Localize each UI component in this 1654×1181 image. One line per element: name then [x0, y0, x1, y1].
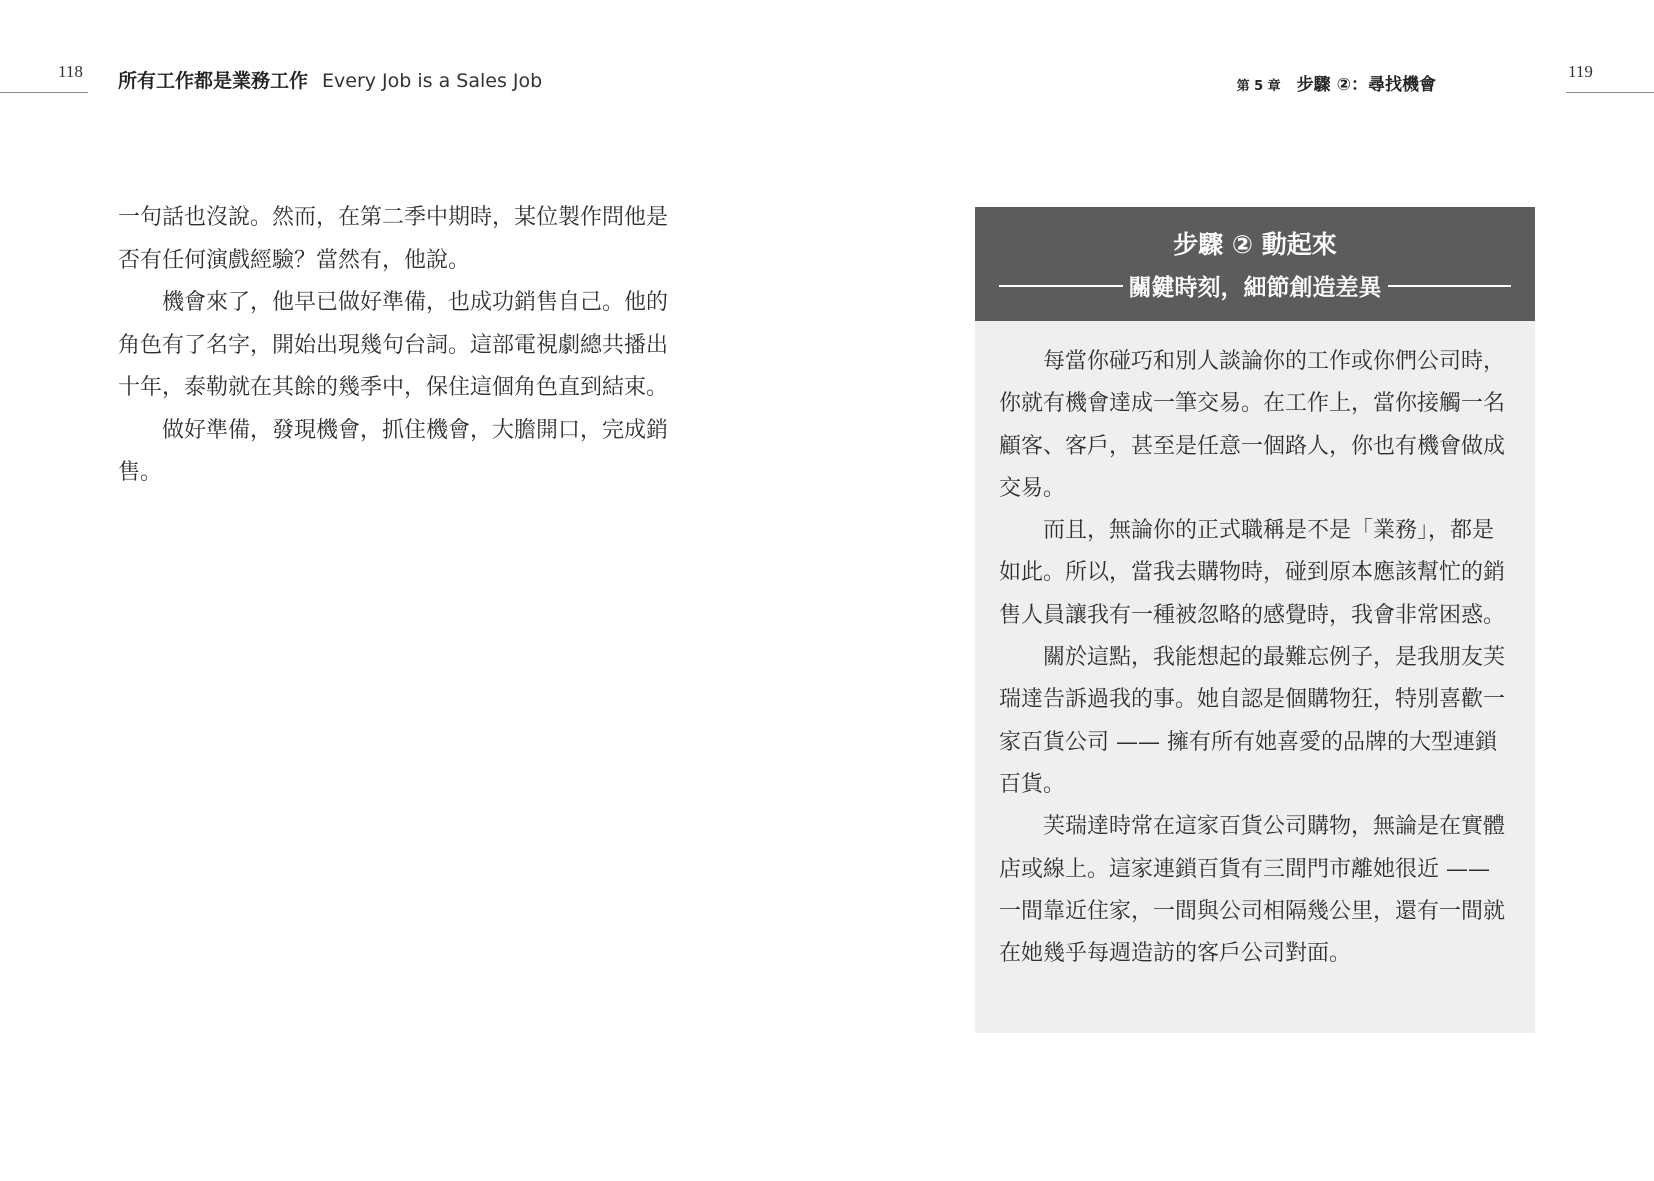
sidebar-paragraph: 而且，無論你的正式職稱是不是「業務」，都是如此。所以，當我去購物時，碰到原本應該幫忙的銷售人員讓我有一種被忽略的感覺時，我會非常困惑。 — [999, 518, 1506, 628]
sidebar-paragraph: 關於這點，我能想起的最難忘例子，是我朋友芙瑞達告訴過我的事。她自認是個購物狂，特別喜歡一家百貨公司 —— 擁有所有她喜愛的品牌的大型連鎖百貨。 — [999, 645, 1506, 797]
sidebar-title: 步驟 ② 動起來 — [1173, 230, 1337, 259]
chapter-label: 第 5 章 — [1236, 79, 1281, 94]
sidebar-subtitle-row — [999, 269, 1511, 302]
chapter-title: 步驟 ②：尋找機會 — [1296, 75, 1436, 95]
subtitle-rule-left — [999, 285, 1123, 287]
right-header-rule — [1566, 92, 1654, 93]
sidebar-paragraph: 芙瑞達時常在這家百貨公司購物，無論是在實體店或線上。這家連鎖百貨有三間門市離她很近 —— 一間靠近住家，一間與公司相隔幾公里，還有一間就在她幾乎每週造訪的客戶公司對面。 — [999, 814, 1506, 967]
sidebar-body — [975, 321, 1535, 975]
book-title-english: Every Job is a Sales Job — [322, 70, 543, 92]
right-page-number: 119 — [1568, 62, 1593, 81]
body-paragraph: 一句話也沒說。然而，在第二季中期時，某位製作問他是否有任何演戲經驗？當然有，他說。 — [118, 205, 669, 273]
body-paragraph: 做好準備，發現機會，抓住機會，大膽開口，完成銷售。 — [118, 417, 669, 485]
subtitle-rule-right — [1388, 285, 1512, 287]
left-page-body — [118, 197, 678, 495]
left-header-rule — [0, 92, 88, 93]
sidebar-box — [975, 207, 1535, 1033]
right-running-title — [1237, 70, 1436, 95]
sidebar-header — [975, 207, 1535, 321]
left-page-number: 118 — [58, 62, 83, 81]
sidebar-paragraph: 每當你碰巧和別人談論你的工作或你們公司時，你就有機會達成一筆交易。在工作上，當你接觸一名顧客、客戶，甚至是任意一個路人，你也有機會做成交易。 — [999, 349, 1506, 501]
book-title: 所有工作都是業務工作 — [118, 70, 309, 92]
body-paragraph: 機會來了，他早已做好準備，也成功銷售自己。他的角色有了名字，開始出現幾句台詞。這部電視劇總共播出十年，泰勒就在其餘的幾季中，保住這個角色直到結束。 — [118, 290, 669, 400]
sidebar-subtitle: 關鍵時刻，細節創造差異 — [1128, 275, 1382, 301]
left-running-title — [118, 66, 542, 93]
